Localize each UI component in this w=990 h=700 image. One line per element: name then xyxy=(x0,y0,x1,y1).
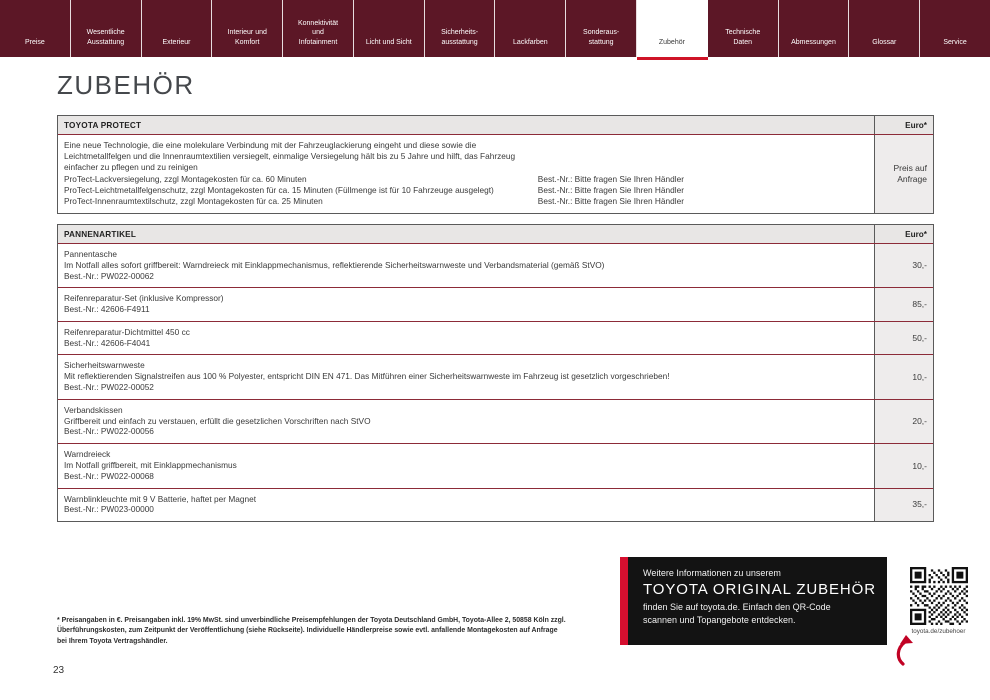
row-title: Warnblinkleuchte mit 9 V Batterie, haftet per Magnet xyxy=(64,493,256,504)
table-row xyxy=(58,399,933,443)
tab-preise[interactable]: Preise xyxy=(0,0,71,57)
page-title: ZUBEHÖR xyxy=(57,70,195,100)
tab-interieur-und-komfort[interactable]: Interieur und Komfort xyxy=(212,0,283,57)
row-order-number: Best.-Nr.: 42606-F4911 xyxy=(64,304,150,315)
qr-code-icon xyxy=(910,567,968,625)
promo-body: finden Sie auf toyota.de. Einfach den QR-Code scannen und Topangebote entdecken. xyxy=(643,602,831,626)
row-price: 30,- xyxy=(874,244,933,287)
tab-konnektivitaet-und-infotainment[interactable]: Konnektivität und Infotainment xyxy=(283,0,354,57)
protect-table xyxy=(57,115,934,214)
pannen-euro-header: Euro* xyxy=(874,225,933,243)
promo-text-panel xyxy=(628,557,887,645)
table-row xyxy=(58,488,933,522)
row-description: Im Notfall griffbereit, mit Einklappmechanismus xyxy=(64,459,237,470)
page-number: 23 xyxy=(53,665,65,676)
protect-item-text: ProTect-Lackversiegelung, zzgl Montagekosten für ca. 60 Minuten xyxy=(64,174,307,185)
row-order-number: Best.-Nr.: PW022-00062 xyxy=(64,270,154,281)
table-row xyxy=(58,244,933,287)
pannen-table-title: PANNENARTIKEL xyxy=(64,230,137,239)
promo-box xyxy=(620,557,990,645)
protect-item-text: ProTect-Innenraumtextilschutz, zzgl Montagekosten für ca. 25 Minuten xyxy=(64,195,323,206)
pannenartikel-table xyxy=(57,224,934,522)
protect-item-order-number: Best.-Nr.: Bitte fragen Sie Ihren Händler xyxy=(537,185,684,196)
row-description: Im Notfall alles sofort griffbereit: Warndreieck mit Einklappmechanismus, reflektierende Sicherheitswarnweste und Verbandsmaterial (gemäß StVO) xyxy=(64,259,605,270)
tab-technische-daten[interactable]: Technische Daten xyxy=(708,0,779,57)
protect-table-header xyxy=(58,116,933,135)
row-price: 10,- xyxy=(874,355,933,398)
row-order-number: Best.-Nr.: 42606-F4041 xyxy=(64,337,151,348)
row-title: Verbandskissen xyxy=(64,404,123,415)
tab-sonderausstattung[interactable]: Sonderaus- stattung xyxy=(566,0,637,57)
protect-item xyxy=(64,174,684,185)
row-price: 85,- xyxy=(874,288,933,321)
row-description: Griffbereit und einfach zu verstauen, erfüllt die gesetzlichen Vorschriften nach StVO xyxy=(64,415,371,426)
tab-lackfarben[interactable]: Lackfarben xyxy=(495,0,566,57)
promo-headline: TOYOTA ORIGINAL ZUBEHÖR xyxy=(643,581,876,598)
row-price: 50,- xyxy=(874,322,933,355)
tab-sicherheitsausstattung[interactable]: Sicherheits- ausstattung xyxy=(425,0,496,57)
tab-glossar[interactable]: Glossar xyxy=(849,0,920,57)
promo-intro: Weitere Informationen zu unserem xyxy=(643,568,781,578)
tab-licht-und-sicht[interactable]: Licht und Sicht xyxy=(354,0,425,57)
row-price: 10,- xyxy=(874,444,933,487)
protect-row xyxy=(58,135,933,213)
row-title: Reifenreparatur-Dichtmittel 450 cc xyxy=(64,326,190,337)
tab-exterieur[interactable]: Exterieur xyxy=(142,0,213,57)
protect-euro-header: Euro* xyxy=(874,116,933,134)
pannen-table-header xyxy=(58,225,933,244)
protect-item-order-number: Best.-Nr.: Bitte fragen Sie Ihren Händler xyxy=(537,174,684,185)
qr-caption: toyota.de/zubehoer xyxy=(911,628,966,635)
protect-item-list xyxy=(64,174,868,206)
row-price: 20,- xyxy=(874,400,933,443)
protect-item xyxy=(64,196,684,207)
red-arrow-icon xyxy=(893,634,923,666)
row-title: Sicherheitswarnweste xyxy=(64,360,145,371)
table-row xyxy=(58,287,933,321)
protect-table-title: TOYOTA PROTECT xyxy=(64,121,142,130)
promo-red-stripe xyxy=(620,557,628,645)
protect-price: Preis auf Anfrage xyxy=(874,135,933,213)
qr-panel xyxy=(887,557,990,645)
tab-bar xyxy=(0,0,990,57)
tab-abmessungen[interactable]: Abmessungen xyxy=(779,0,850,57)
tab-zubehoer[interactable]: Zubehör xyxy=(637,0,708,57)
row-title: Warndreieck xyxy=(64,449,111,460)
protect-item-text: ProTect-Leichtmetallfelgenschutz, zzgl Montagekosten für ca. 15 Minuten (Füllmenge ist für 10 Fahrzeuge ausgelegt) xyxy=(64,185,494,196)
protect-item-order-number: Best.-Nr.: Bitte fragen Sie Ihren Händler xyxy=(537,195,684,206)
protect-intro-text: Eine neue Technologie, die eine molekulare Verbindung mit der Fahrzeuglackierung eingeht und diese sowie die Leichtmetallfelgen und die Innenraumtextilien versiegelt, einmalige Versiegelung hält bis zu 5 Jahre und hilft, das Fahrzeug einfacher zu pflegen und zu reinigen xyxy=(64,140,516,172)
table-row xyxy=(58,443,933,487)
price-footnote: * Preisangaben in €. Preisangaben inkl. 19% MwSt. sind unverbindliche Preisempfehlungen der Toyota Deutschland GmbH, Toyota-Allee 2, 50858 Köln zzgl. Überführungskosten, zum Zeitpunkt der Veröffentlichung (siehe Rückseite). Individuelle Händlerpreise sowie evtl. anfallende Montagekosten auf Anfrage bei Ihrem Toyota Vertragshändler. xyxy=(57,617,566,645)
row-order-number: Best.-Nr.: PW022-00052 xyxy=(64,382,154,393)
row-title: Reifenreparatur-Set (inklusive Kompressor) xyxy=(64,293,224,304)
table-row xyxy=(58,354,933,398)
row-description: Mit reflektierenden Signalstreifen aus 100 % Polyester, entspricht DIN EN 471. Das Mitführen einer Sicherheitswarnweste im Fahrzeug ist gesetzlich vorgeschrieben! xyxy=(64,371,670,382)
row-order-number: Best.-Nr.: PW022-00056 xyxy=(64,426,154,437)
row-title: Pannentasche xyxy=(64,249,118,259)
tab-service[interactable]: Service xyxy=(943,39,967,47)
tab-wesentliche-ausstattung[interactable]: Wesentliche Ausstattung xyxy=(71,0,142,57)
protect-item xyxy=(64,185,684,196)
row-price: 35,- xyxy=(874,489,933,522)
table-row xyxy=(58,321,933,355)
row-order-number: Best.-Nr.: PW022-00068 xyxy=(64,470,154,481)
row-order-number: Best.-Nr.: PW023-00000 xyxy=(64,504,154,515)
